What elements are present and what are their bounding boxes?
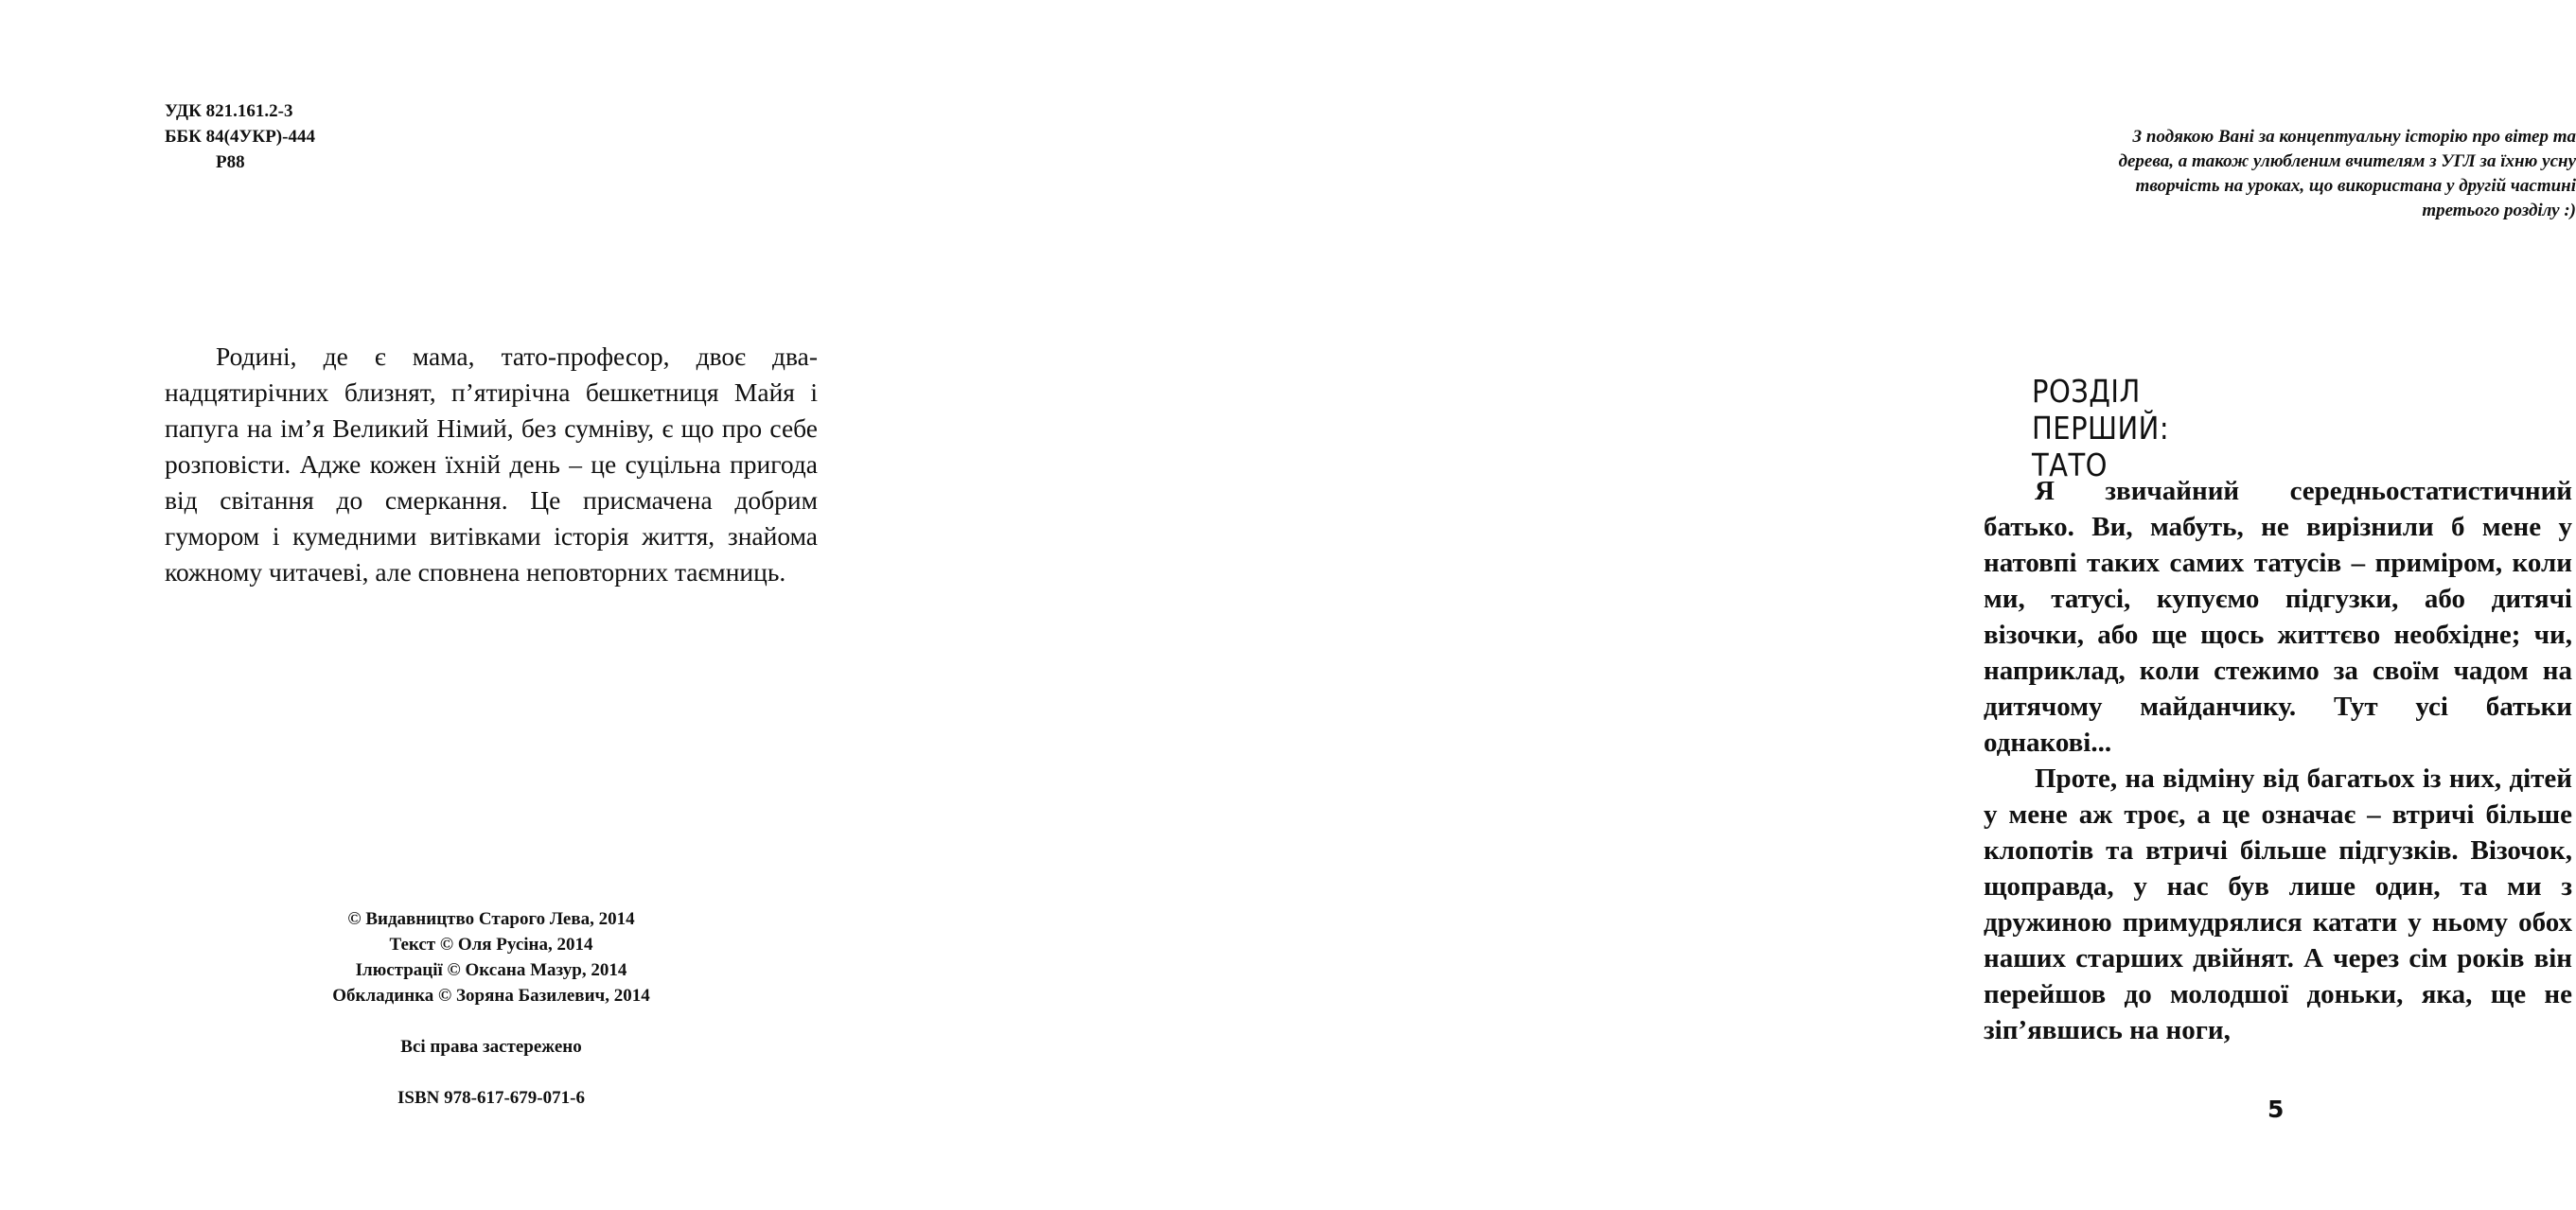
paragraph: Проте, на відміну від багатьох із них, дітей у мене аж троє, а це означає – втричі більше клопотів та втричі більше підгузків. Візочок, щоправда, у нас був лише один, та ми з дружиною примудрялися катати у ньому обох наших старших двійнят. А через сім років він перейшов до молодшої доньки, яка, ще не зіп’явшись на ноги, xyxy=(1984,763,2572,1045)
author-code: Р88 xyxy=(216,152,245,172)
text-copyright: Текст © Оля Русіна, 2014 xyxy=(389,935,593,955)
right-page xyxy=(909,0,2576,1210)
illustrations-copyright: Ілюстрації © Оксана Мазур, 2014 xyxy=(355,960,627,980)
chapter-title: РОЗДІЛ ПЕРШИЙ: ТАТО xyxy=(2032,373,2170,483)
page-number: 5 xyxy=(2267,1096,2285,1123)
bbk-code: ББК 84(4УКР)-444 xyxy=(165,127,315,147)
paragraph: Я звичайний середньостатистичний батько. Ви, мабуть, не вирізнили б мене у натовпі таких самих татусів – приміром, коли ми, татусі, купуємо підгузки, або дитячі візочки, або ще щось життєво необхідне; чи, наприклад, коли стежимо за своїм чадом на дитячому майданчику. Тут усі батьки однакові... xyxy=(1984,476,2572,758)
copyright-credits xyxy=(165,906,818,1111)
isbn: ISBN 978-617-679-071-6 xyxy=(397,1088,585,1108)
chapter-body xyxy=(1984,473,2572,1048)
book-abstract: Родині, де є мама, тато-професор, двоє дванадцятирічних близнят, п’ятирічна бешкетниця Майя і папуга на ім’я Великий Німий, без сумніву, є що про себе розповісти. Адже кожен їхній день – це суцільна пригода від світання до смеркання. Це присмачена добрим гумором і кумедними витівками історія життя, знайома кожному читачеві, але сповнена неповторних таємниць. xyxy=(165,342,818,587)
spacer xyxy=(165,1008,818,1034)
catalog-codes xyxy=(165,98,315,175)
publisher-copyright: © Видавництво Старого Лева, 2014 xyxy=(347,909,635,929)
udk-code: УДК 821.161.2-3 xyxy=(165,101,293,121)
dedication: З подякою Вані за концептуальну історію про вітер та дерева, а також улюбленим вчителям з УГЛ за їхню усну творчість на уроках, що використана у другій частині третього розділу :) xyxy=(2118,127,2576,220)
left-page xyxy=(0,0,909,1210)
cover-copyright: Обкладинка © Зоряна Базилевич, 2014 xyxy=(332,986,650,1006)
spacer xyxy=(165,1060,818,1085)
rights-reserved: Всі права застережено xyxy=(400,1037,582,1057)
